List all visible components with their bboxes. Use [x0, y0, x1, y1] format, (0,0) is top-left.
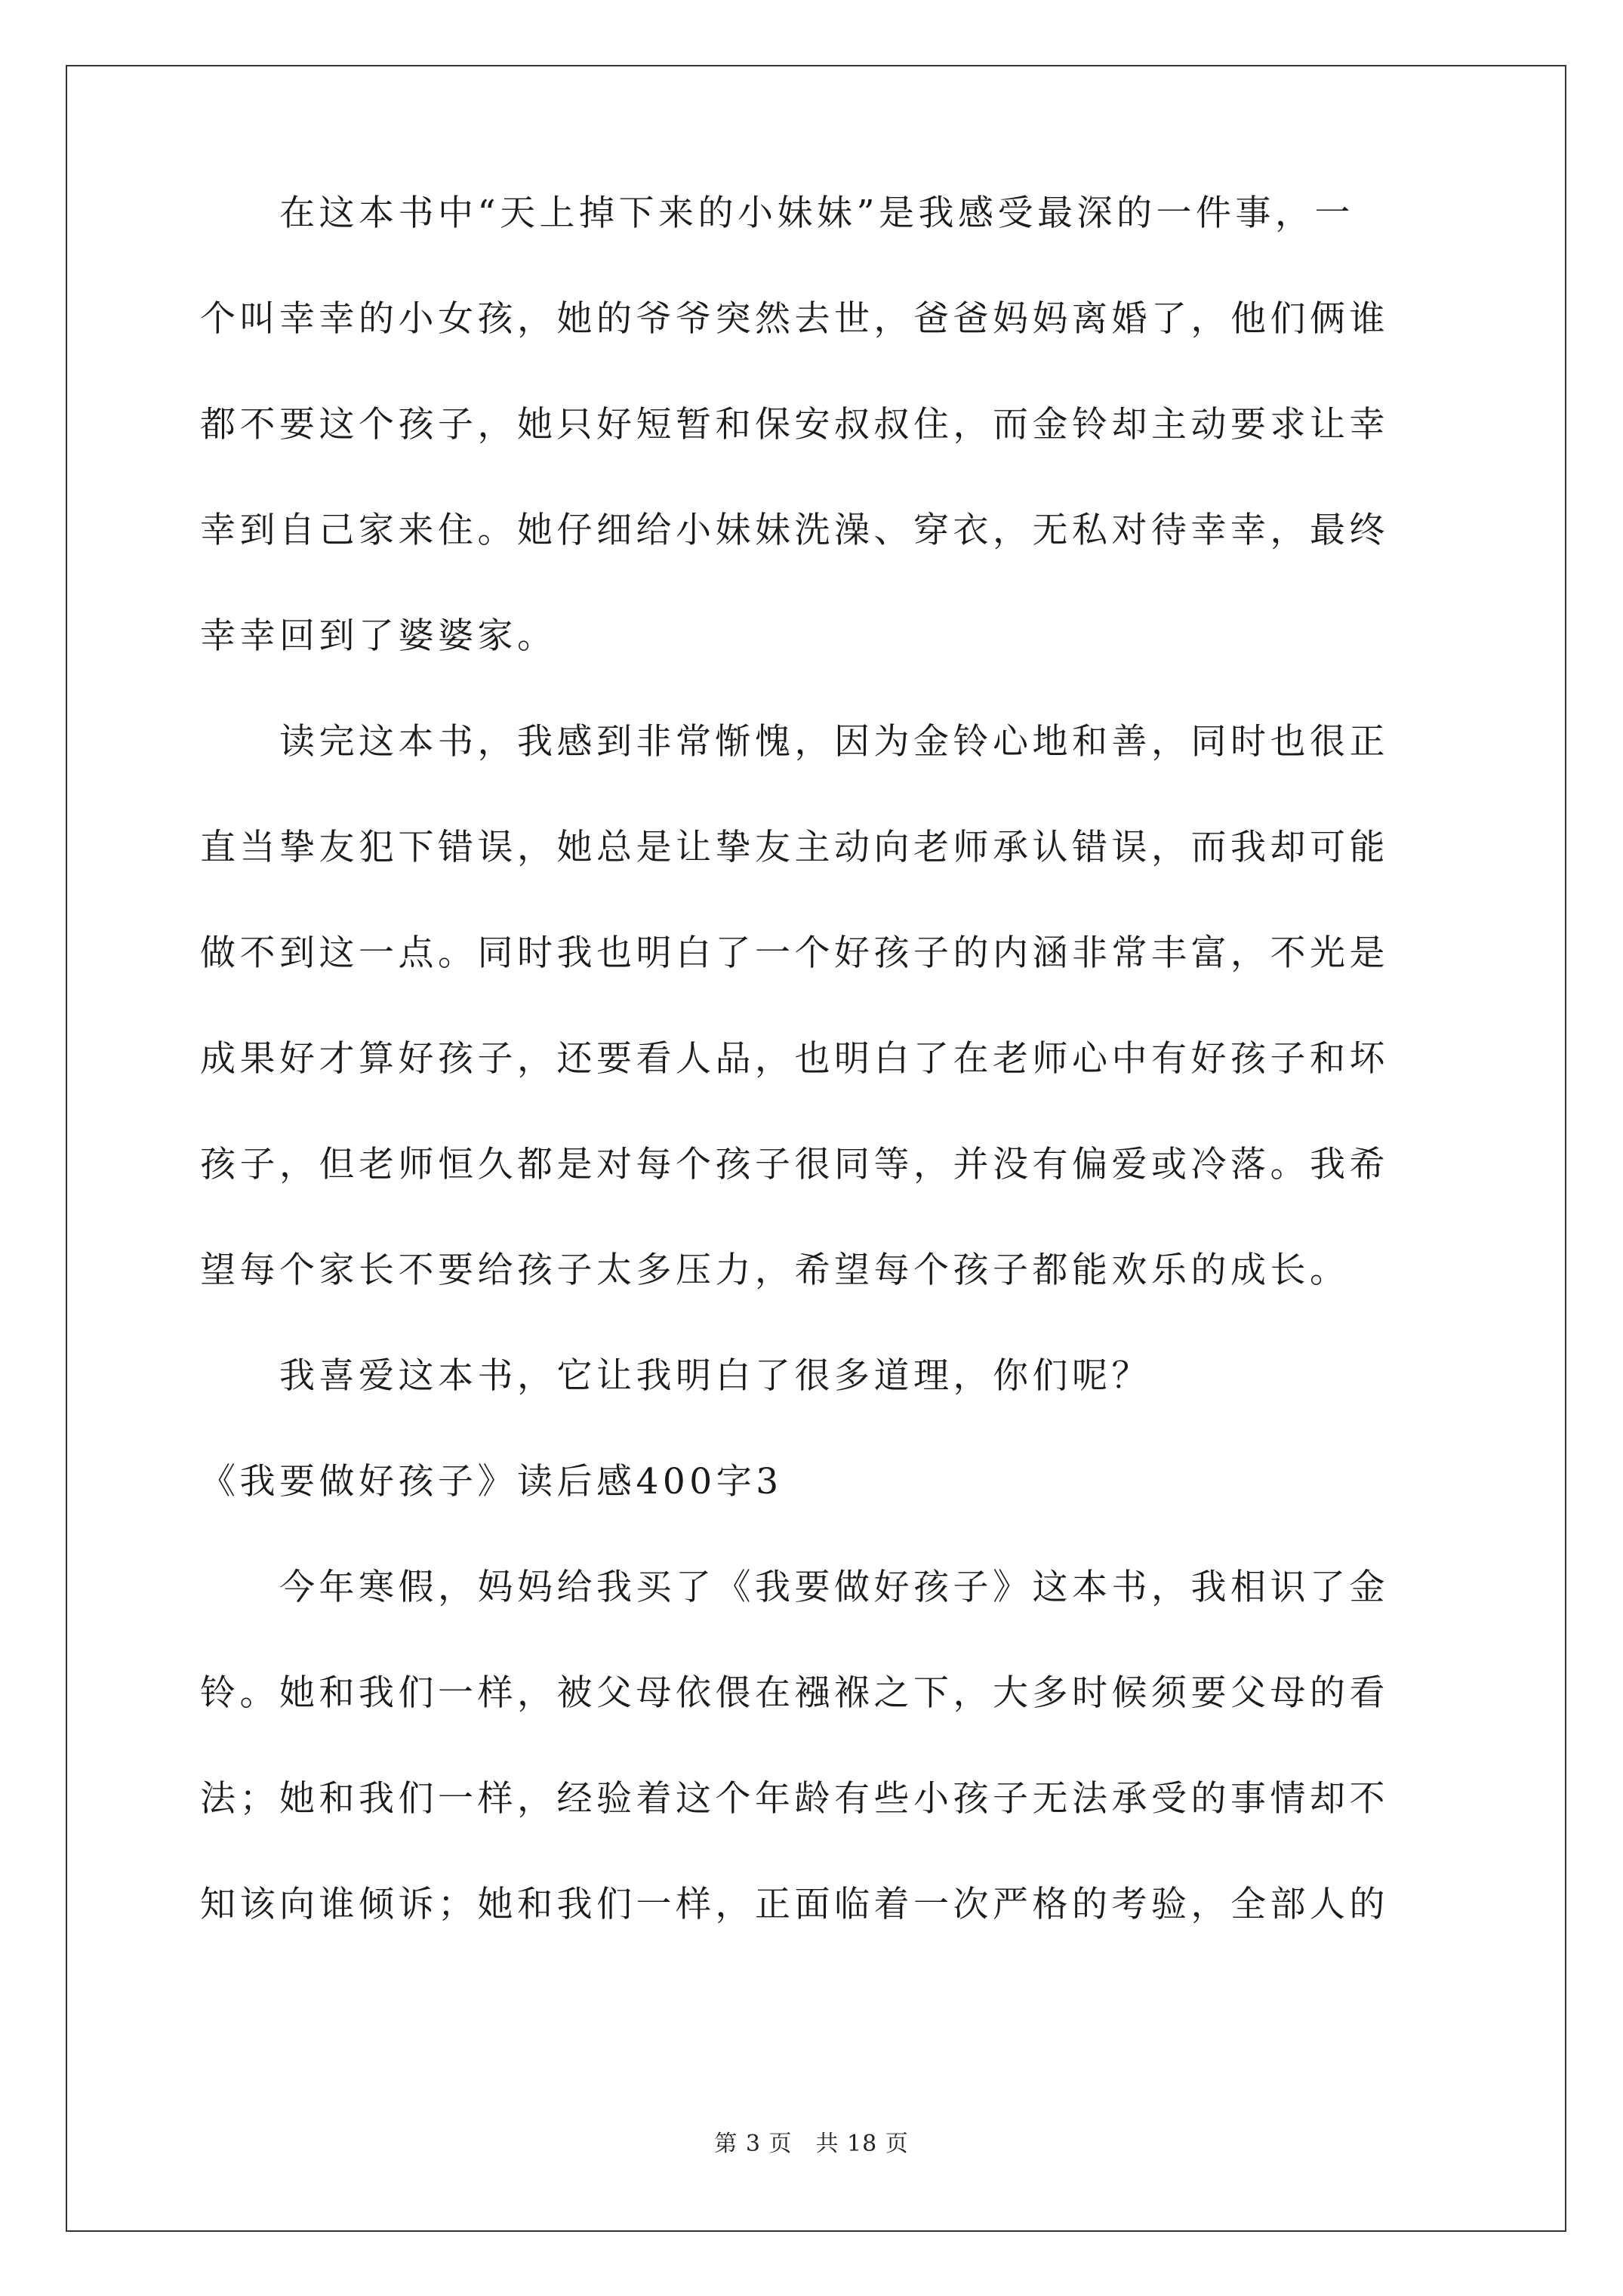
- page-number-footer: 第 3 页 共 18 页: [714, 2131, 909, 2157]
- paragraph-1-line-3: 都不要这个孩子，她只好短暂和保安叔叔住，而金铃却主动要求让幸: [200, 404, 1389, 445]
- paragraph-2-line-5: 孩子，但老师恒久都是对每个孩子很同等，并没有偏爱或冷落。我希: [200, 1144, 1389, 1185]
- paragraph-2-line-6: 望每个家长不要给孩子太多压力，希望每个孩子都能欢乐的成长。: [200, 1250, 1350, 1291]
- paragraph-1-line-4: 幸到自己家来住。她仔细给小妹妹洗澡、穿衣，无私对待幸幸，最终: [200, 510, 1389, 551]
- paragraph-4-line-1: 今年寒假，妈妈给我买了《我要做好孩子》这本书，我相识了金: [200, 1567, 1389, 1608]
- paragraph-1-line-1: 在这本书中“天上掉下来的小妹妹”是我感受最深的一件事，一: [200, 193, 1355, 234]
- paragraph-2-line-4: 成果好才算好孩子，还要看人品，也明白了在老师心中有好孩子和坏: [200, 1038, 1389, 1080]
- paragraph-1-line-2: 个叫幸幸的小女孩，她的爷爷突然去世，爸爸妈妈离婚了，他们俩谁: [200, 298, 1389, 340]
- paragraph-3-line-1: 我喜爱这本书，它让我明白了很多道理，你们呢？: [200, 1355, 1151, 1397]
- paragraph-2-line-2: 直当挚友犯下错误，她总是让挚友主动向老师承认错误，而我却可能: [200, 827, 1389, 868]
- section-heading: 《我要做好孩子》读后感400字3: [200, 1461, 783, 1502]
- paragraph-4-line-2: 铃。她和我们一样，被父母依偎在襁褓之下，大多时候须要父母的看: [200, 1672, 1389, 1714]
- paragraph-4-line-4: 知该向谁倾诉；她和我们一样，正面临着一次严格的考验，全部人的: [200, 1884, 1389, 1925]
- paragraph-4-line-3: 法；她和我们一样，经验着这个年龄有些小孩子无法承受的事情却不: [200, 1778, 1389, 1820]
- paragraph-2-line-1: 读完这本书，我感到非常惭愧，因为金铃心地和善，同时也很正: [200, 721, 1389, 763]
- paragraph-1-line-5: 幸幸回到了婆婆家。: [200, 615, 557, 657]
- paragraph-2-line-3: 做不到这一点。同时我也明白了一个好孩子的内涵非常丰富，不光是: [200, 932, 1389, 974]
